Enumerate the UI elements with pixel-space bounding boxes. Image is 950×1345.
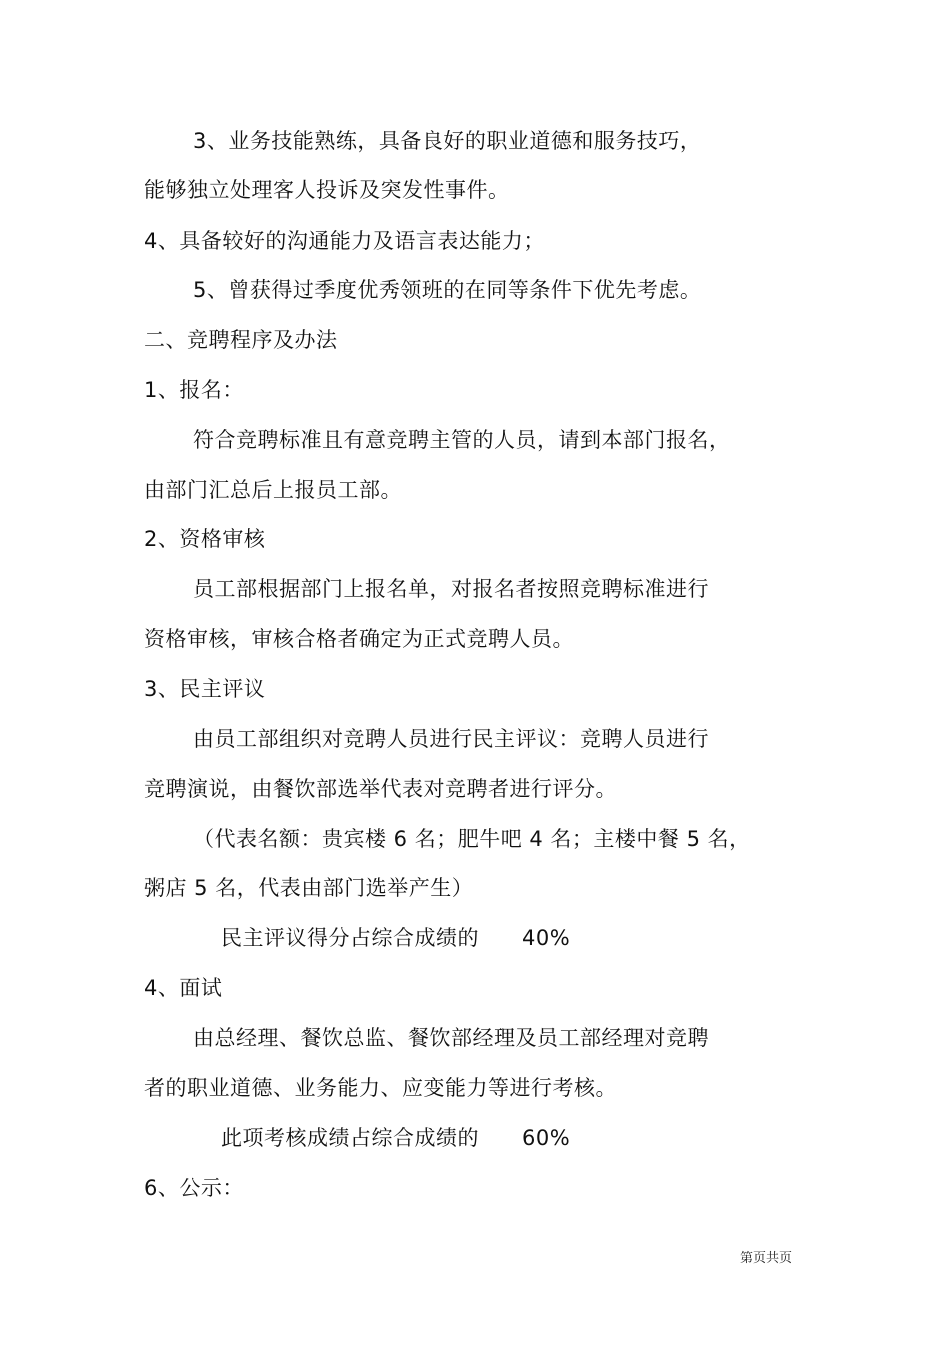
subheading-interview: 4、面试 xyxy=(144,976,223,1000)
text-line-19: 由总经理、餐饮总监、餐饮部经理及员工部经理对竞聘 xyxy=(193,1026,709,1050)
text-line-11: 资格审核，审核合格者确定为正式竞聘人员。 xyxy=(144,627,574,651)
text-line-4: 5、曾获得过季度优秀领班的在同等条件下优先考虑。 xyxy=(193,278,702,302)
interview-weight: 此项考核成绩占综合成绩的 60% xyxy=(221,1126,571,1150)
text-line-7: 符合竞聘标准且有意竞聘主管的人员，请到本部门报名， xyxy=(193,428,731,452)
subheading-qualification: 2、资格审核 xyxy=(144,527,266,551)
section-heading: 二、竞聘程序及办法 xyxy=(144,328,338,352)
text-line-2: 能够独立处理客人投诉及突发性事件。 xyxy=(144,178,510,202)
text-line-1: 3、业务技能熟练，具备良好的职业道德和服务技巧， xyxy=(193,129,702,153)
text-line-13: 由员工部组织对竞聘人员进行民主评议：竞聘人员进行 xyxy=(193,727,709,751)
subheading-evaluation: 3、民主评议 xyxy=(144,677,266,701)
evaluation-weight: 民主评议得分占综合成绩的 40% xyxy=(221,926,571,950)
subheading-announcement: 6、公示： xyxy=(144,1176,244,1200)
text-line-8: 由部门汇总后上报员工部。 xyxy=(144,478,402,502)
text-line-20: 者的职业道德、业务能力、应变能力等进行考核。 xyxy=(144,1076,617,1100)
text-line-14: 竞聘演说，由餐饮部选举代表对竞聘者进行评分。 xyxy=(144,777,617,801)
subheading-registration: 1、报名： xyxy=(144,378,244,402)
text-line-3: 4、具备较好的沟通能力及语言表达能力； xyxy=(144,229,545,253)
text-line-10: 员工部根据部门上报名单，对报名者按照竞聘标准进行 xyxy=(193,577,709,601)
page-footer: 第页共页 xyxy=(740,1251,793,1266)
text-line-16: 粥店 5 名，代表由部门选举产生） xyxy=(144,876,474,900)
text-line-15: （代表名额：贵宾楼 6 名；肥牛吧 4 名；主楼中餐 5 名， xyxy=(193,827,751,851)
